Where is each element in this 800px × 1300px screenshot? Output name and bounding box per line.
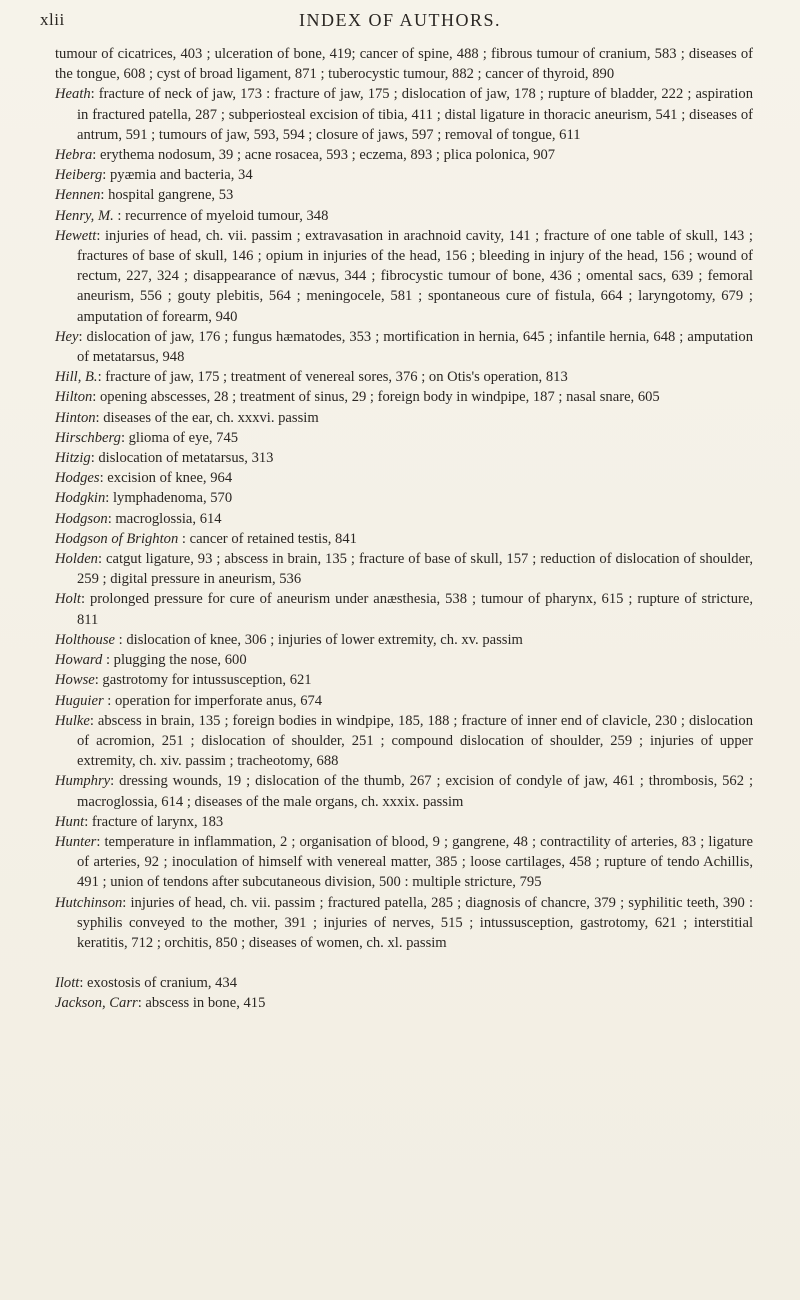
index-entry xyxy=(55,832,753,893)
author-name: Hodges xyxy=(55,470,100,487)
index-entry xyxy=(55,448,753,468)
index-entry xyxy=(55,650,753,670)
index-entry xyxy=(55,145,753,165)
entry-text: : gastrotomy for intussusception, 621 xyxy=(94,672,312,689)
index-entry xyxy=(55,428,753,448)
index-entry xyxy=(55,185,753,205)
author-name: Hirschberg xyxy=(55,429,121,446)
author-name: Hilton xyxy=(55,389,93,406)
author-name: Hodgkin xyxy=(55,490,106,507)
page-number: xlii xyxy=(40,10,65,29)
entry-text: : temperature in inflammation, 2 ; organisation of blood, 9 ; gangrene, 48 ; contractility of arteries, 83 ; ligature of arteries, 92 ; inoculation of himself with venereal matter, 385 ; loose cartilages, 458 ; rupture of tendo Achillis, 491 ; union of tendons after subcutaneous division, 500 : multiple stricture, 795 xyxy=(77,833,753,891)
author-name: Hodgson of Brighton xyxy=(55,530,179,547)
author-name: Heath xyxy=(55,86,91,103)
page-title: INDEX OF AUTHORS. xyxy=(298,10,501,30)
entry-text: : injuries of head, ch. vii. passim ; extravasation in arachnoid cavity, 141 ; fracture of one table of skull, 143 ; fractures of base of skull, 146 ; opium in injuries of the head, 156 ; bleeding in injury of the head, 156 ; wound of rectum, 227, 324 ; disappearance of nævus, 344 ; fibrocystic tumour of bone, 436 ; omental sacs, 639 ; femoral aneurism, 556 ; gouty plebitis, 564 ; meningocele, 581 ; spontaneous cure of fistula, 664 ; laryngotomy, 679 ; amputation of forearm, 940 xyxy=(77,227,753,325)
entry-text: : dressing wounds, 19 ; dislocation of the thumb, 267 ; excision of condyle of jaw, 461 ; thrombosis, 562 ; macroglossia, 614 ; diseases of the male organs, ch. xxxix. passim xyxy=(77,773,753,810)
author-name: Howard xyxy=(55,652,103,669)
author-name: Hodgson xyxy=(55,510,108,527)
author-name: Hulke xyxy=(55,712,90,729)
author-name: Ilott xyxy=(55,975,80,992)
running-head xyxy=(40,8,760,36)
author-name: Heiberg xyxy=(55,167,103,184)
index-entries xyxy=(55,44,753,1014)
index-entry xyxy=(55,812,753,832)
author-name: Humphry xyxy=(55,773,111,790)
author-name: Holthouse xyxy=(55,631,115,648)
entry-text: : erythema nodosum, 39 ; acne rosacea, 593 ; eczema, 893 ; plica polonica, 907 xyxy=(92,147,556,164)
index-entry xyxy=(55,387,753,407)
author-name: Huguier xyxy=(55,692,104,709)
entry-text: : lymphadenoma, 570 xyxy=(105,490,233,507)
index-entry xyxy=(55,367,753,387)
index-entry xyxy=(55,84,753,145)
entry-text: : dislocation of metatarsus, 313 xyxy=(90,450,274,467)
author-name: Hinton xyxy=(55,409,96,426)
entry-text: : abscess in brain, 135 ; foreign bodies in windpipe, 185, 188 ; fracture of inner end of clavicle, 230 ; dislocation of acromion, 251 ; dislocation of shoulder, 251 ; compound dislocation of shoulder, 259 ; injuries of upper extremity, ch. xiv. passim ; tracheotomy, 688 xyxy=(77,712,753,770)
index-entry xyxy=(55,711,753,772)
entry-text: : fracture of larynx, 183 xyxy=(84,813,224,830)
entry-text: : dislocation of jaw, 176 ; fungus hæmatodes, 353 ; mortification in hernia, 645 ; infantile hernia, 648 ; amputation of metatarsus, 948 xyxy=(77,328,753,366)
index-entry xyxy=(55,509,753,529)
index-entry xyxy=(55,691,753,711)
entry-text: : plugging the nose, 600 xyxy=(102,652,247,669)
entry-text: : fracture of neck of jaw, 173 : fracture of jaw, 175 ; dislocation of jaw, 178 ; rupture of bladder, 222 ; aspiration in fractured patella, 287 ; subperiosteal excision of tibia, 411 ; distal ligature in thoracic aneurism, 541 ; diseases of antrum, 591 ; tumours of jaw, 593, 594 ; closure of jaws, 597 ; removal of tongue, 611 xyxy=(77,86,753,143)
entry-text: : glioma of eye, 745 xyxy=(120,429,239,446)
index-entry xyxy=(55,973,753,993)
index-entry xyxy=(55,206,753,226)
index-entry xyxy=(55,670,753,690)
entry-text: : cancer of retained testis, 841 xyxy=(178,530,357,547)
entry-text: : catgut ligature, 93 ; abscess in brain, 135 ; fracture of base of skull, 157 ; reduction of dislocation of shoulder, 259 ; digital pressure in aneurism, 536 xyxy=(77,551,753,588)
index-entry xyxy=(55,165,753,185)
author-name: Holden xyxy=(55,551,98,568)
index-entry xyxy=(55,327,753,367)
index-entry xyxy=(55,549,753,589)
entry-text: tumour of cicatrices, 403 ; ulceration of bone, 419; cancer of spine, 488 ; fibrous tumour of cranium, 583 ; diseases of the tongue, 608 ; cyst of broad ligament, 871 ; tuberocystic tumour, 882 ; cancer of thyroid, 890 xyxy=(55,46,753,83)
index-entry xyxy=(55,488,753,508)
index-entry xyxy=(55,630,753,650)
index-entry xyxy=(55,893,753,954)
index-entry xyxy=(55,408,753,428)
index-entry xyxy=(55,226,753,327)
author-name: Henry, M. xyxy=(55,207,114,224)
author-name: Howse xyxy=(55,672,95,689)
author-name: Hunt xyxy=(55,813,85,830)
author-name: Hennen xyxy=(55,187,101,204)
author-name: Hunter xyxy=(55,833,97,850)
index-entry xyxy=(55,589,753,629)
entry-text: : macroglossia, 614 xyxy=(107,510,222,527)
entry-text: : injuries of head, ch. vii. passim ; fractured patella, 285 ; diagnosis of chancre, 379 ; syphilitic teeth, 390 : syphilis conveyed to the mother, 391 ; injuries of nerves, 515 ; intussusception, gastrotomy, 621 ; interstitial keratitis, 712 ; orchitis, 850 ; diseases of women, ch. xl. passim xyxy=(77,894,753,951)
entry-text: : diseases of the ear, ch. xxxvi. passim xyxy=(95,409,319,426)
index-entry xyxy=(55,993,753,1013)
entry-text: : hospital gangrene, 53 xyxy=(100,187,234,204)
author-name: Hutchinson xyxy=(55,894,123,911)
index-entry xyxy=(55,529,753,549)
entry-text: : recurrence of myeloid tumour, 348 xyxy=(113,207,329,224)
author-name: Hitzig xyxy=(55,450,91,467)
index-entry xyxy=(55,771,753,811)
author-name: Holt xyxy=(55,591,81,608)
entry-text: : exostosis of cranium, 434 xyxy=(79,975,238,992)
entry-text: : fracture of jaw, 175 ; treatment of venereal sores, 376 ; on Otis's operation, 813 xyxy=(97,369,568,386)
entry-text: : prolonged pressure for cure of aneurism under anæsthesia, 538 ; tumour of pharynx, 615 ; rupture of stricture, 811 xyxy=(77,591,753,628)
section-gap xyxy=(55,953,753,973)
author-name: Hill, B. xyxy=(55,369,98,386)
index-entry xyxy=(55,468,753,488)
author-name: Hewett xyxy=(55,227,97,244)
author-name: Hey xyxy=(55,328,79,345)
entry-text: : operation for imperforate anus, 674 xyxy=(103,692,323,709)
author-name: Hebra xyxy=(55,147,93,164)
entry-text: : pyæmia and bacteria, 34 xyxy=(102,167,253,184)
author-name: Jackson, Carr xyxy=(55,995,138,1012)
index-entry-continued xyxy=(55,44,753,84)
entry-text: : excision of knee, 964 xyxy=(99,470,233,487)
entry-text: : opening abscesses, 28 ; treatment of sinus, 29 ; foreign body in windpipe, 187 ; nasal snare, 605 xyxy=(92,389,660,406)
entry-text: : abscess in bone, 415 xyxy=(137,995,266,1012)
entry-text: : dislocation of knee, 306 ; injuries of lower extremity, ch. xv. passim xyxy=(115,631,523,648)
